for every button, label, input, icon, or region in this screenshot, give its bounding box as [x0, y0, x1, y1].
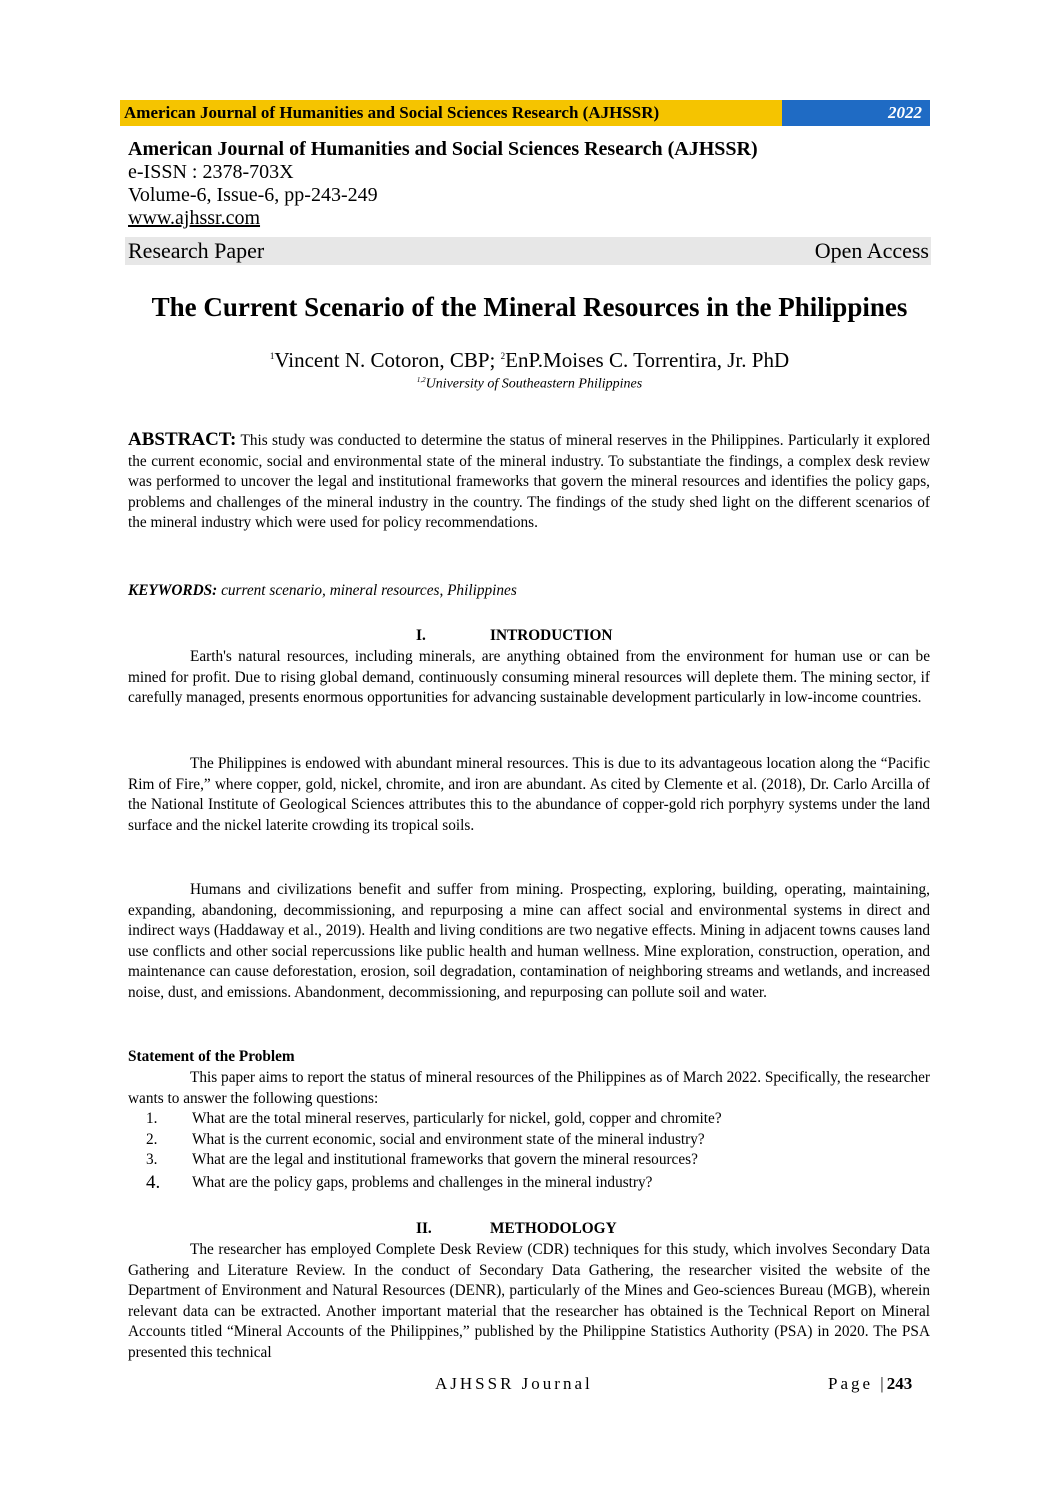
list-item-text: What are the legal and institutional frameworks that govern the mineral resources?: [192, 1151, 698, 1168]
abstract-text: This study was conducted to determine the status of mineral reserves in the Philippines. Particularly it explored the current economic, social and environmental state of the mineral industry. To substantiate the findings, a complex desk review was performed to uncover the legal and institutional frameworks that govern the mineral resources and identifies the policy gaps, problems and challenges of the mineral industry in the country. The findings of the study shed light on the different scenarios of the mineral industry which were used for policy recommendations.: [128, 432, 930, 531]
affiliation: [0, 376, 1059, 393]
list-item-text: What is the current economic, social and environment state of the mineral industry?: [192, 1130, 705, 1148]
list-item: [128, 1130, 930, 1151]
keywords: [128, 581, 930, 602]
paper-type-bar: [125, 237, 931, 265]
method-paragraph: The researcher has employed Complete Desk Review (CDR) techniques for this study, which involves Secondary Data Gathering and Literature Review. In the conduct of Secondary Data Gathering, the researcher visited the website of the Department of Environment and Natural Resources (DENR), particularly of the Mines and Geo-sciences Bureau (MGB), wherein relevant data can be extracted. Another important material that the researcher has obtained is the Technical Report on Mineral Accounts titled “Mineral Accounts of the Philippines,” published by the Philippine Statistics Authority (PSA) in 2020. The PSA presented this technical: [128, 1241, 930, 1361]
affiliation-text: University of Southeastern Philippines: [425, 376, 643, 392]
intro-paragraph-2: The Philippines is endowed with abundant mineral resources. This is due to its advantageous location along the “Pacific Rim of Fire,” where copper, gold, nickel, chromite, and iron are abundant. As cited by Clemente et al. (2018), Dr. Carlo Arcilla of the National Institute of Geological Sciences attributes this to the abundance of copper-gold rich porphyry systems under the land surface and the nickel laterite crowding its tropical soils.: [128, 755, 930, 834]
list-item-text: What are the policy gaps, problems and challenges in the mineral industry?: [192, 1173, 653, 1191]
journal-title: American Journal of Humanities and Social Sciences Research (AJHSSR): [128, 138, 758, 160]
list-item-number: 4.: [146, 1171, 161, 1193]
intro-paragraph-3: Humans and civilizations benefit and suffer from mining. Prospecting, exploring, building, operating, maintaining, expanding, abandoning, decommissioning, and repurposing a mine can affect social and environmental systems in direct and indirect ways (Haddaway et al., 2019). Health and living conditions are two negative effects. Mining in adjacent towns causes land use conflicts and other social repercussions like public health and human wellness. Mine exploration, construction, operation, and maintenance can cause deforestation, erosion, soil degradation, contamination of neighboring streams and wetlands, and increased noise, dust, and emissions. Abandonment, decommissioning, and repurposing can pollute soil and water.: [128, 881, 930, 1001]
footer-page: [828, 1374, 912, 1394]
list-item: [128, 1109, 930, 1130]
section-name: INTRODUCTION: [490, 627, 613, 644]
list-item-number: 2.: [146, 1130, 158, 1148]
list-item-text: What are the total mineral reserves, particularly for nickel, gold, copper and chromite?: [192, 1110, 722, 1127]
question-list: [128, 1109, 930, 1195]
journal-issn: e-ISSN : 2378-703X: [128, 161, 294, 183]
section-name: METHODOLOGY: [490, 1220, 617, 1237]
keywords-text: current scenario, mineral resources, Philippines: [217, 582, 517, 599]
affiliation-sup: 1,2: [416, 376, 426, 384]
list-item-number: 3.: [146, 1151, 158, 1168]
journal-volume: Volume-6, Issue-6, pp-243-249: [128, 184, 378, 206]
abstract: [128, 430, 930, 534]
list-item-number: 1.: [146, 1110, 158, 1127]
problem-paragraph: This paper aims to report the status of mineral resources of the Philippines as of March 2022. Specifically, the researcher wants to answer the following questions:: [128, 1069, 930, 1107]
author2-sup: 2: [500, 351, 506, 361]
list-item: [128, 1150, 930, 1171]
subheading-problem: Statement of the Problem: [128, 1048, 295, 1065]
author1-sup: 1: [269, 351, 275, 361]
running-header: [120, 100, 930, 126]
authors: [0, 348, 1059, 373]
section-number: I.: [416, 627, 426, 644]
journal-url-link[interactable]: www.ajhssr.com: [128, 207, 261, 229]
footer-page-label: Page |: [828, 1374, 887, 1393]
footer-page-number: 243: [886, 1374, 913, 1393]
running-header-journal: American Journal of Humanities and Social Sciences Research (AJHSSR): [120, 100, 782, 126]
journal-info: [128, 138, 758, 230]
abstract-label: ABSTRACT:: [128, 429, 237, 450]
footer-journal: AJHSSR Journal: [435, 1374, 593, 1393]
author2: EnP.Moises C. Torrentira, Jr. PhD: [505, 348, 790, 372]
intro-paragraph-1: Earth's natural resources, including minerals, are anything obtained from the environment for human use or can be mined for profit. Due to rising global demand, continuously consuming mineral resources will deplete them. The mining sector, if carefully managed, presents enormous opportunities for advancing sustainable development particularly in low-income countries.: [128, 648, 930, 706]
section-number: II.: [416, 1220, 432, 1237]
paper-title: The Current Scenario of the Mineral Resources in the Philippines: [151, 292, 908, 322]
access-type: Open Access: [814, 238, 929, 263]
author1: Vincent N. Cotoron, CBP;: [274, 348, 501, 372]
paper-type: Research Paper: [128, 238, 265, 263]
list-item: [128, 1171, 930, 1195]
running-header-year: 2022: [782, 100, 930, 126]
keywords-label: KEYWORDS:: [128, 582, 218, 599]
